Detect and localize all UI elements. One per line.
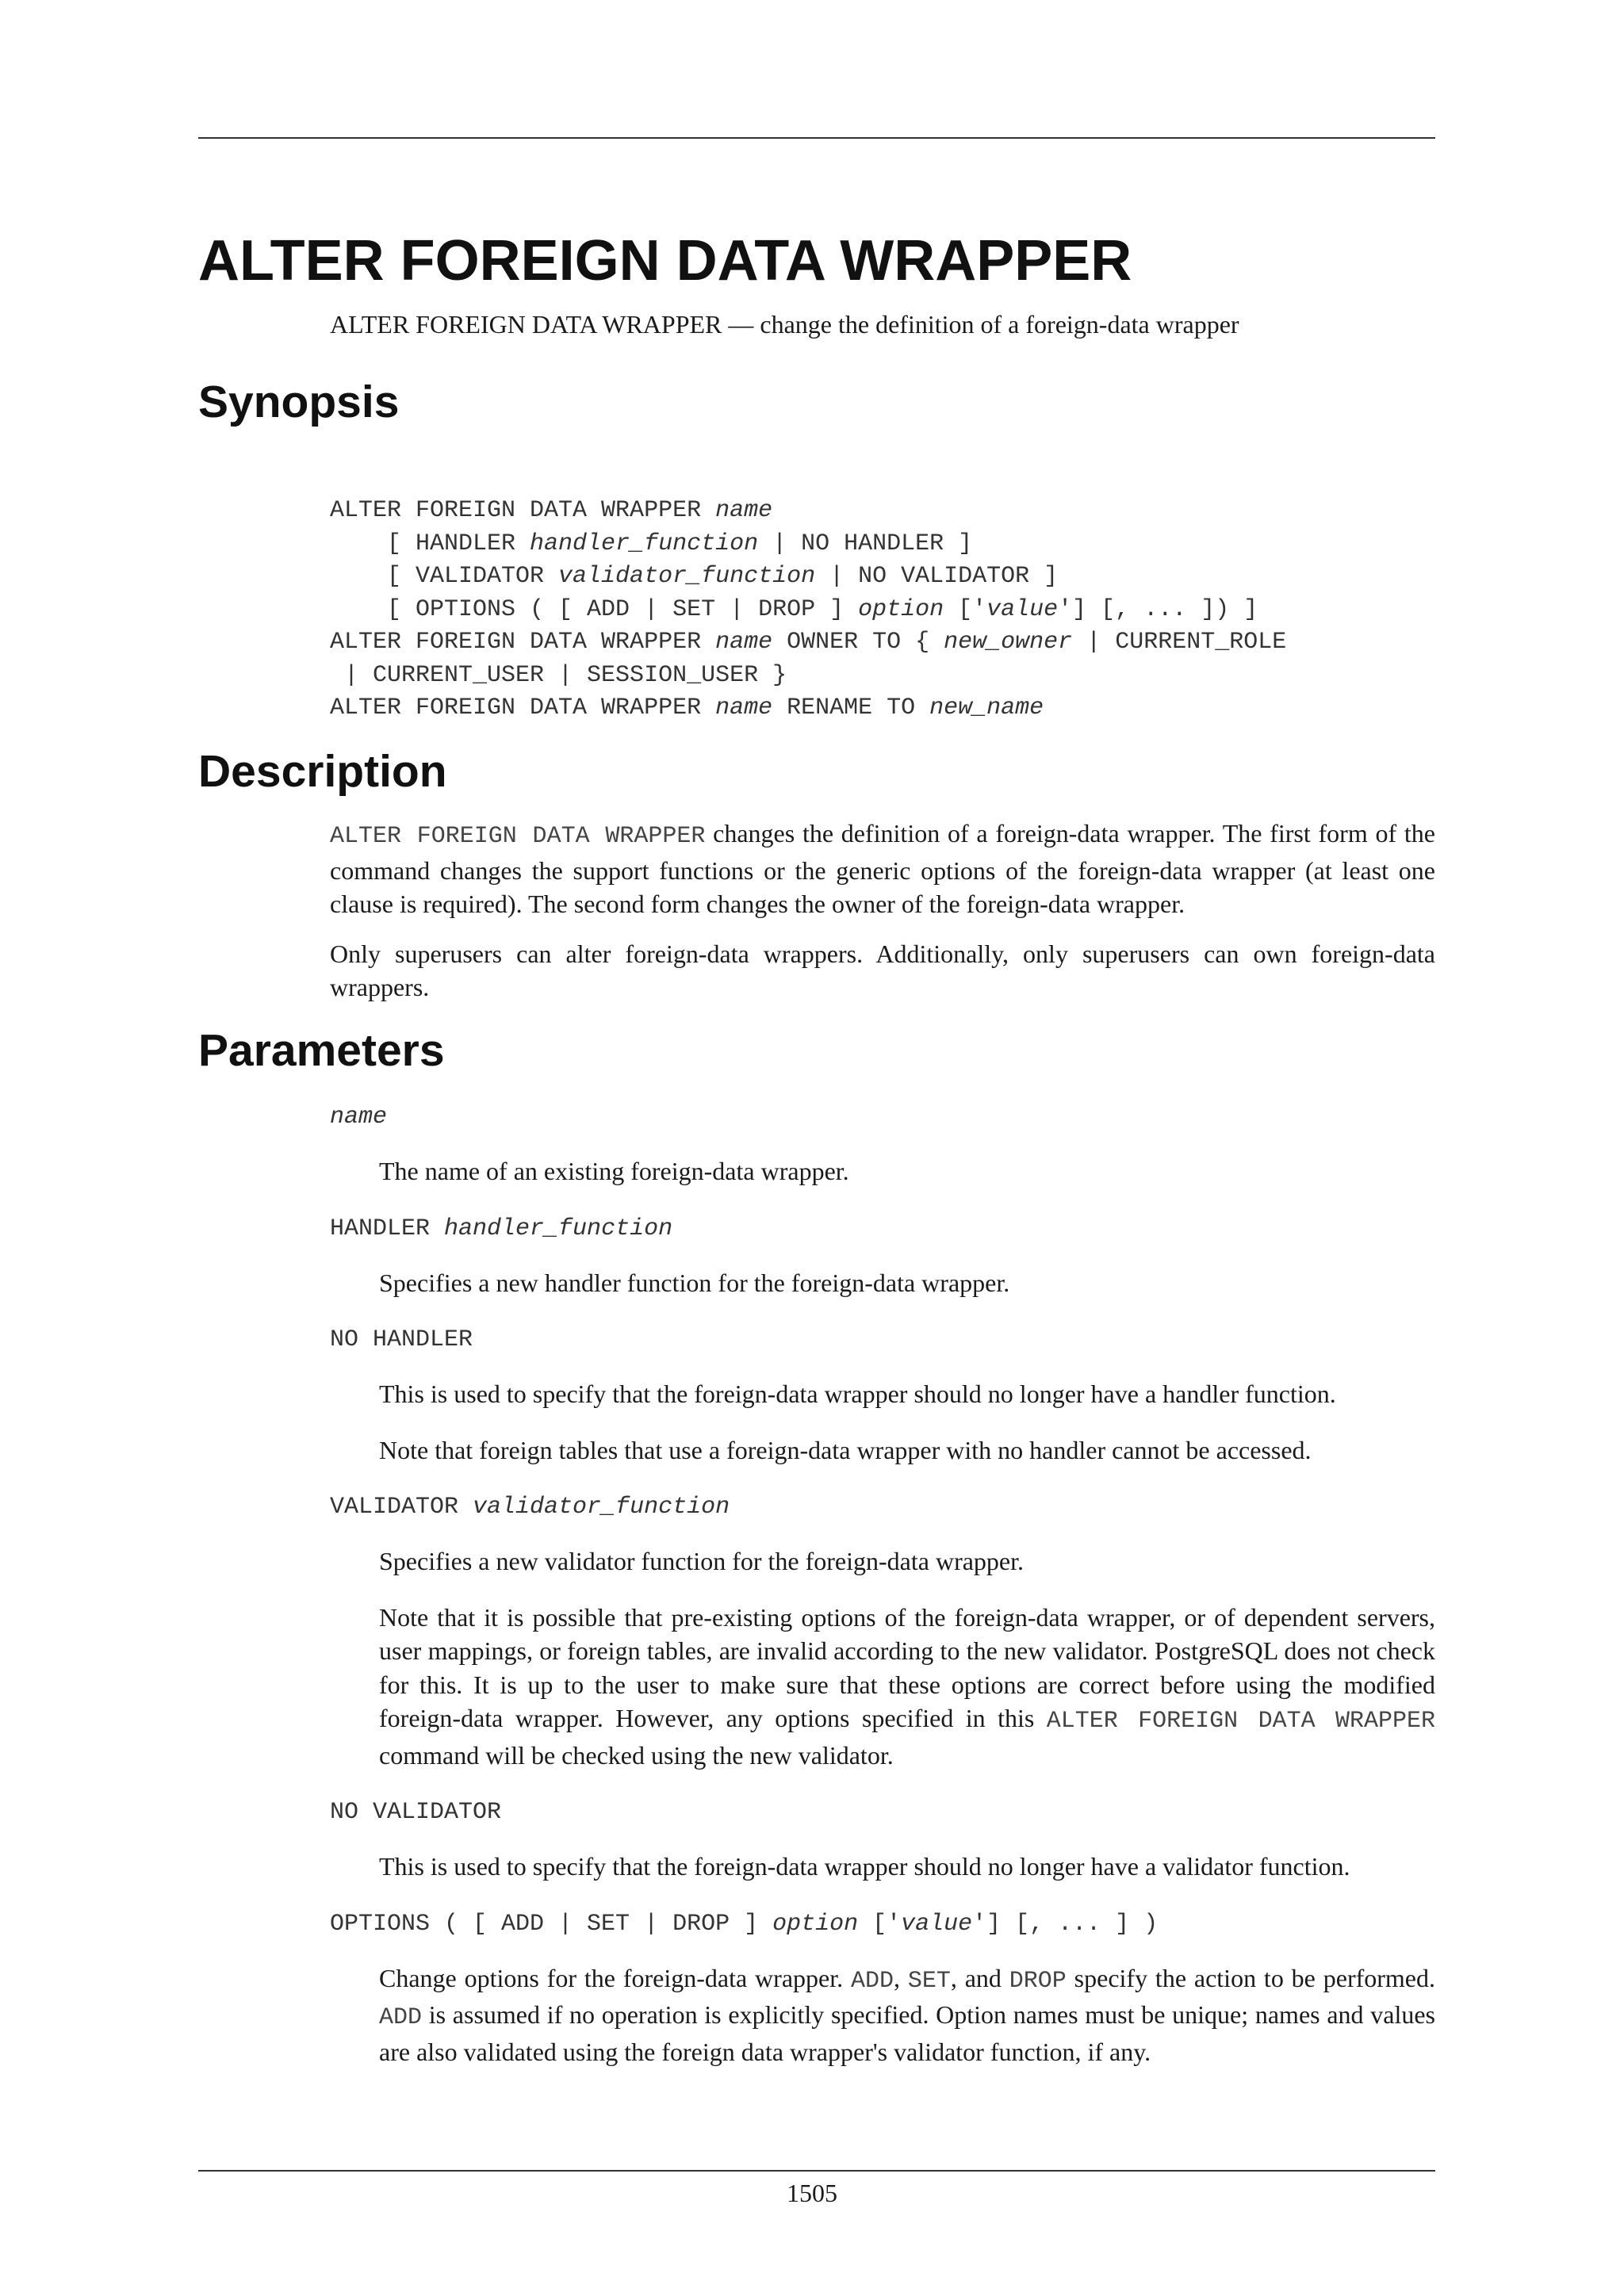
- header-rule: [198, 137, 1435, 139]
- synopsis-line-4: [ OPTIONS ( [ ADD | SET | DROP ] option ['value'] [, ... ]) ]: [330, 595, 1258, 623]
- param-term-no-handler: NO HANDLER: [330, 1326, 473, 1354]
- page-title: ALTER FOREIGN DATA WRAPPER: [198, 229, 1132, 293]
- param-def-validator: Specifies a new validator function for the foreign-data wrapper. Note that it is possible that pre-existing options of the foreign-data wrapper, or of dependent servers, user mappings, or foreign tables, are invalid according to the new validator. PostgreSQL does not check for this. It is up to the user to make sure that these options are correct before using the modified foreign-data wrapper. However, any options specified in this ALTER FOREIGN DATA WRAPPER command will be checked using the new validator.: [379, 1544, 1435, 1772]
- synopsis-line-5: ALTER FOREIGN DATA WRAPPER name OWNER TO { new_owner | CURRENT_ROLE: [330, 629, 1287, 656]
- footer-rule: [198, 2170, 1435, 2172]
- param-def-no-handler: This is used to specify that the foreign-data wrapper should no longer have a handler function. Note that foreign tables that use a foreign-data wrapper with no handler cannot be accessed.: [379, 1380, 1336, 1464]
- synopsis-line-2: [ HANDLER handler_function | NO HANDLER ]: [330, 530, 973, 557]
- synopsis-heading: Synopsis: [198, 376, 400, 427]
- synopsis-line-6: | CURRENT_USER | SESSION_USER }: [330, 661, 787, 689]
- param-def-options: Change options for the foreign-data wrapper. ADD, SET, and DROP specify the action to be performed. ADD is assumed if no operation is explicitly specified. Option names must be unique; names and values are also validated using the foreign data wrapper's validator function, if any.: [379, 1963, 1435, 2066]
- param-def-handler: Specifies a new handler function for the foreign-data wrapper.: [379, 1268, 1010, 1297]
- param-term-handler: HANDLER handler_function: [330, 1215, 673, 1242]
- param-term-no-validator: NO VALIDATOR: [330, 1799, 502, 1827]
- param-term-name: name: [330, 1104, 388, 1131]
- description-heading: Description: [198, 745, 447, 797]
- param-term-options: OPTIONS ( [ ADD | SET | DROP ] option ['value'] [, ... ] ): [330, 1910, 1159, 1938]
- description-block: [330, 817, 1435, 1004]
- page-content: [198, 230, 1435, 2092]
- param-def-name: The name of an existing foreign-data wrapper.: [379, 1157, 849, 1186]
- synopsis-block: [330, 495, 1435, 725]
- synopsis-line-3: [ VALIDATOR validator_function | NO VALIDATOR ]: [330, 563, 1059, 591]
- synopsis-line-1: ALTER FOREIGN DATA WRAPPER name: [330, 497, 773, 525]
- parameters-heading: Parameters: [198, 1024, 445, 1076]
- synopsis-line-7: ALTER FOREIGN DATA WRAPPER name RENAME TO new_name: [330, 695, 1044, 722]
- param-def-no-validator: This is used to specify that the foreign-data wrapper should no longer have a validator function.: [379, 1852, 1350, 1881]
- validator-note: Note that it is possible that pre-existing options of the foreign-data wrapper, or of dependent servers, user mappings, or foreign tables, are invalid according to the new validator. PostgreSQL does not check for this. It is up to the user to make sure that these options are correct before using the modified foreign-data wrapper. However, any options specified in this ALTER FOREIGN DATA WRAPPER command will be checked using the new validator.: [379, 1602, 1436, 1770]
- description-paragraph-1: ALTER FOREIGN DATA WRAPPER changes the definition of a foreign-data wrapper. The first form of the command changes the support functions or the generic options of the foreign-data wrapper (at least one clause is required). The second form changes the owner of the foreign-data wrapper.: [330, 819, 1436, 919]
- param-term-validator: VALIDATOR validator_function: [330, 1494, 730, 1521]
- refpurpose: ALTER FOREIGN DATA WRAPPER — change the definition of a foreign-data wrapper: [330, 310, 1239, 339]
- page-number: 1505: [787, 2179, 837, 2207]
- description-paragraph-2: Only superusers can alter foreign-data wrappers. Additionally, only superusers can own foreign-data wrappers.: [330, 939, 1435, 1002]
